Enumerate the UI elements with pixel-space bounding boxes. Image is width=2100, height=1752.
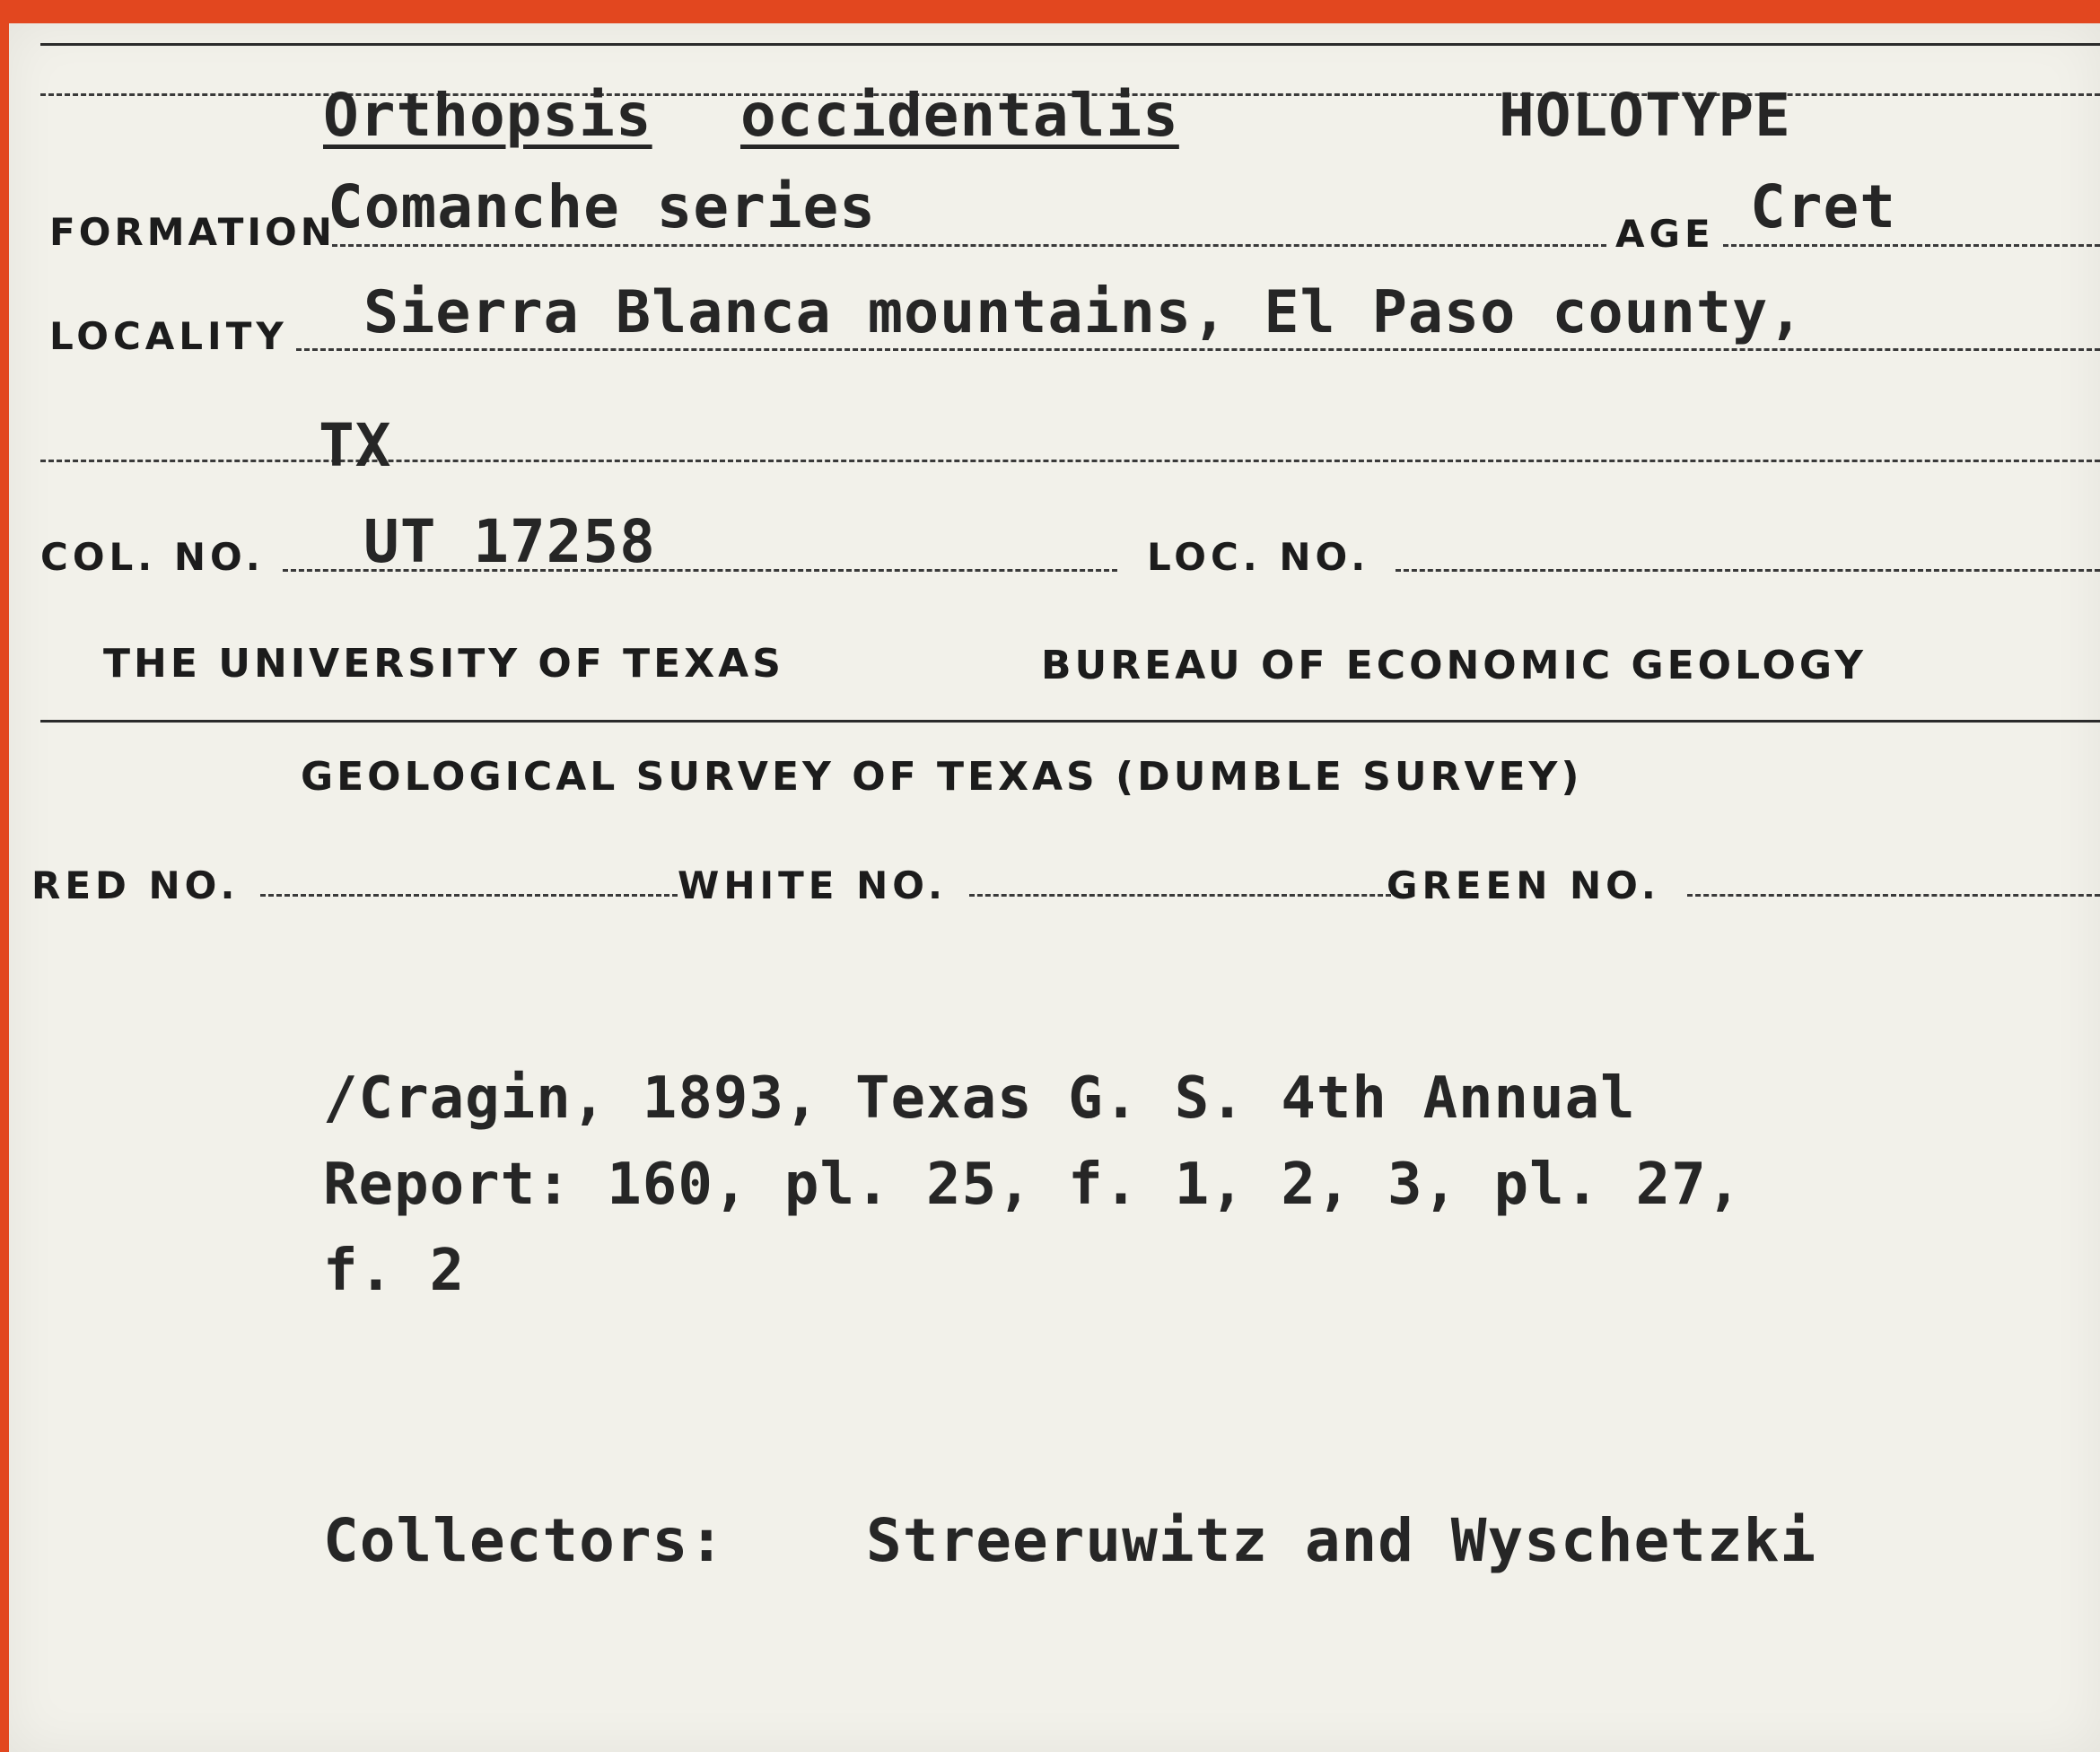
white-no-label: WHITE NO. [678, 863, 947, 907]
top-rule [40, 43, 2100, 46]
survey-heading: GEOLOGICAL SURVEY OF TEXAS (DUMBLE SURVEY) [301, 754, 1583, 800]
formation-dashed-line [332, 244, 1606, 247]
institution-right: BUREAU OF ECONOMIC GEOLOGY [1041, 643, 1867, 688]
green-no-dashed-line [1687, 894, 2100, 897]
locality-label: LOCALITY [49, 314, 288, 358]
green-no-label: GREEN NO. [1387, 863, 1660, 907]
species-name: occidentalis [740, 81, 1179, 150]
locality-value-line2: TX [319, 411, 392, 480]
locality-value-line1: Sierra Blanca mountains, El Paso county, [363, 279, 1805, 346]
institution-left: THE UNIVERSITY OF TEXAS [103, 641, 784, 687]
genus-name: Orthopsis [323, 81, 652, 150]
white-no-dashed-line [969, 894, 1391, 897]
age-value: Cret [1750, 172, 1896, 241]
reference-line3: f. 2 [323, 1238, 466, 1304]
age-dashed-line [1723, 244, 2100, 247]
middle-rule [40, 720, 2100, 723]
col-no-label: COL. NO. [40, 535, 265, 579]
formation-value: Comanche series [328, 172, 877, 241]
type-status: HOLOTYPE [1499, 81, 1791, 150]
collectors-value: Streeruwitz and Wyschetzki [866, 1506, 1817, 1575]
specimen-label-card [9, 23, 2100, 1752]
red-no-dashed-line [260, 894, 678, 897]
reference-line2: Report: 160, pl. 25, f. 1, 2, 3, pl. 27, [323, 1152, 1743, 1218]
age-label: AGE [1615, 212, 1715, 256]
reference-line1: /Cragin, 1893, Texas G. S. 4th Annual [323, 1065, 1636, 1132]
collectors-label: Collectors: [323, 1506, 726, 1575]
loc-no-dashed-line [1396, 569, 2100, 572]
formation-label: FORMATION [49, 210, 336, 254]
loc-no-label: LOC. NO. [1147, 535, 1370, 579]
red-no-label: RED NO. [31, 863, 240, 907]
locality-dashed-line [296, 348, 2100, 351]
col-no-value: UT 17258 [363, 507, 656, 576]
